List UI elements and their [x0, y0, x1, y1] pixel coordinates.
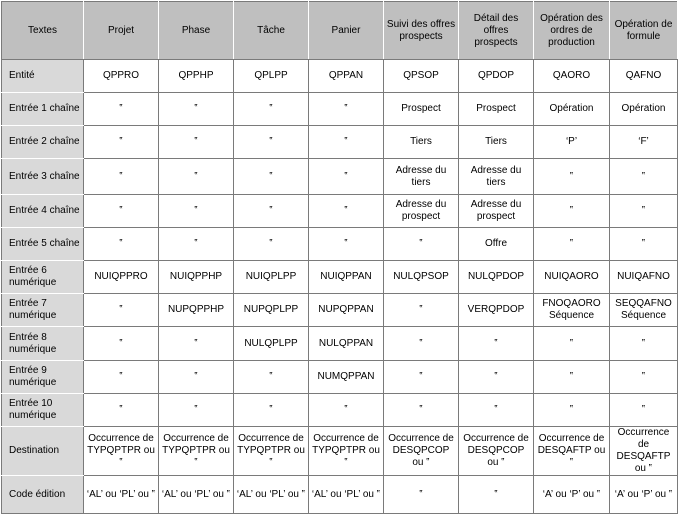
header-cell-textes: Textes — [2, 2, 84, 60]
table-cell: ‟ — [534, 394, 610, 427]
header-cell-suivi-offres: Suivi des offres prospects — [384, 2, 459, 60]
table-cell: Tiers — [384, 126, 459, 159]
table-cell: Occurrence de DESQPCOP ou ‟ — [384, 427, 459, 476]
table-cell: ‟ — [84, 195, 159, 228]
table-cell: ‟ — [309, 93, 384, 126]
table-cell: ‟ — [459, 361, 534, 394]
row-label: Destination — [2, 427, 84, 476]
table-cell: Prospect — [459, 93, 534, 126]
table-cell: ‟ — [534, 159, 610, 195]
mapping-table — [1, 1, 678, 514]
table-cell: ‟ — [534, 327, 610, 361]
table-cell: Occurrence de DESQPCOP ou ‟ — [459, 427, 534, 476]
table-cell: Adresse du prospect — [384, 195, 459, 228]
table-cell: ‟ — [234, 159, 309, 195]
table-cell: ‟ — [309, 159, 384, 195]
table-cell: ‟ — [534, 361, 610, 394]
table-cell: ‟ — [234, 93, 309, 126]
table-cell: ‟ — [610, 327, 678, 361]
row-label: Entrée 3 chaîne — [2, 159, 84, 195]
table-cell: ‟ — [384, 294, 459, 327]
header-cell-operation-formule: Opération de formule — [610, 2, 678, 60]
table-cell: ‟ — [534, 195, 610, 228]
table-cell: SEQQAFNO Séquence — [610, 294, 678, 327]
table-cell: Occurrence de TYPQPTPR ou ‟ — [159, 427, 234, 476]
row-label: Entrée 7 numérique — [2, 294, 84, 327]
row-label: Entrée 6 numérique — [2, 261, 84, 294]
table-cell: QPPHP — [159, 60, 234, 93]
table-row — [2, 159, 678, 195]
table-row — [2, 228, 678, 261]
header-cell-tache: Tâche — [234, 2, 309, 60]
table-row — [2, 60, 678, 93]
table-cell: QPPRO — [84, 60, 159, 93]
table-cell: ‟ — [234, 195, 309, 228]
table-cell: ‟ — [234, 361, 309, 394]
table-cell: Tiers — [459, 126, 534, 159]
table-cell: ‟ — [159, 327, 234, 361]
table-cell: ‘AL’ ou ‘PL’ ou ‟ — [309, 476, 384, 514]
row-label: Entrée 9 numérique — [2, 361, 84, 394]
table-cell: ‟ — [84, 159, 159, 195]
table-cell: QPLPP — [234, 60, 309, 93]
table-cell: ‘A’ ou ‘P’ ou ‟ — [610, 476, 678, 514]
table-cell: QPPAN — [309, 60, 384, 93]
table-cell: NUPQPPAN — [309, 294, 384, 327]
header-cell-phase: Phase — [159, 2, 234, 60]
table-cell: ‟ — [459, 476, 534, 514]
table-cell: QAORO — [534, 60, 610, 93]
table-cell: Adresse du prospect — [459, 195, 534, 228]
table-cell: ‟ — [309, 228, 384, 261]
table-cell: ‟ — [159, 228, 234, 261]
table-cell: NULQPLPP — [234, 327, 309, 361]
table-cell: ‟ — [84, 327, 159, 361]
table-cell: NUIQPPHP — [159, 261, 234, 294]
table-cell: ‟ — [384, 327, 459, 361]
table-cell: ‟ — [84, 93, 159, 126]
header-cell-detail-offres: Détail des offres prospects — [459, 2, 534, 60]
row-label: Entrée 8 numérique — [2, 327, 84, 361]
table-cell: NUIQPLPP — [234, 261, 309, 294]
table-row — [2, 126, 678, 159]
table-cell: ‟ — [610, 228, 678, 261]
table-row — [2, 327, 678, 361]
table-cell: ‟ — [610, 361, 678, 394]
table-cell: ‟ — [309, 394, 384, 427]
row-label: Entrée 10 numérique — [2, 394, 84, 427]
table-cell: NUIQPPRO — [84, 261, 159, 294]
table-cell: QPSOP — [384, 60, 459, 93]
table-cell: ‟ — [159, 394, 234, 427]
row-label: Code édition — [2, 476, 84, 514]
table-cell: ‟ — [159, 361, 234, 394]
row-label: Entrée 5 chaîne — [2, 228, 84, 261]
row-label: Entrée 4 chaîne — [2, 195, 84, 228]
table-cell: ‟ — [234, 126, 309, 159]
table-cell: ‟ — [309, 195, 384, 228]
table-cell: NUPQPPHP — [159, 294, 234, 327]
table-cell: ‟ — [159, 159, 234, 195]
table-cell: ‟ — [159, 93, 234, 126]
table-cell: Offre — [459, 228, 534, 261]
table-cell: Occurrence de TYPQPTPR ou ‟ — [309, 427, 384, 476]
table-cell: ‟ — [459, 394, 534, 427]
table-row — [2, 361, 678, 394]
table-cell: Adresse du tiers — [459, 159, 534, 195]
table-cell: ‟ — [84, 361, 159, 394]
table-cell: ‟ — [534, 228, 610, 261]
table-cell: NULQPDOP — [459, 261, 534, 294]
row-label: Entrée 1 chaîne — [2, 93, 84, 126]
table-cell: Prospect — [384, 93, 459, 126]
table-cell: ‟ — [84, 126, 159, 159]
table-cell: ‟ — [234, 394, 309, 427]
table-cell: ‘F’ — [610, 126, 678, 159]
table-cell: NUPQPLPP — [234, 294, 309, 327]
table-cell: NUMQPPAN — [309, 361, 384, 394]
table-row — [2, 93, 678, 126]
table-cell: ‘AL’ ou ‘PL’ ou ‟ — [159, 476, 234, 514]
header-row — [2, 2, 678, 60]
table-cell: VERQPDOP — [459, 294, 534, 327]
table-cell: ‟ — [84, 294, 159, 327]
table-cell: ‟ — [384, 394, 459, 427]
row-label: Entrée 2 chaîne — [2, 126, 84, 159]
table-row — [2, 394, 678, 427]
table-cell: NULQPPAN — [309, 327, 384, 361]
table-cell: QPDOP — [459, 60, 534, 93]
table-cell: NUIQAFNO — [610, 261, 678, 294]
table-cell: ‟ — [234, 228, 309, 261]
table-cell: ‟ — [610, 159, 678, 195]
table-cell: ‟ — [610, 195, 678, 228]
table-cell: ‟ — [159, 195, 234, 228]
row-label: Entité — [2, 60, 84, 93]
table-row — [2, 294, 678, 327]
table-cell: ‟ — [459, 327, 534, 361]
table-cell: Occurrence de DESQAFTP ou ‟ — [534, 427, 610, 476]
table-row — [2, 261, 678, 294]
table-cell: ‟ — [309, 126, 384, 159]
table-cell: ‟ — [384, 476, 459, 514]
table-cell: ‟ — [84, 394, 159, 427]
table-cell: Opération — [534, 93, 610, 126]
table-cell: ‟ — [84, 228, 159, 261]
table-cell: NUIQAORO — [534, 261, 610, 294]
table-cell: Occurrence de TYPQPTPR ou ‟ — [234, 427, 309, 476]
table-cell: QAFNO — [610, 60, 678, 93]
table-cell: ‟ — [384, 228, 459, 261]
table-cell: Opération — [610, 93, 678, 126]
table-cell: ‟ — [159, 126, 234, 159]
table-cell: Occurrence de DESQAFTP ou ‟ — [610, 427, 678, 476]
table-cell: ‘A’ ou ‘P’ ou ‟ — [534, 476, 610, 514]
table-row — [2, 476, 678, 514]
header-cell-projet: Projet — [84, 2, 159, 60]
table-cell: ‟ — [384, 361, 459, 394]
table-cell: ‘AL’ ou ‘PL’ ou ‟ — [234, 476, 309, 514]
header-cell-operation-ordres: Opération des ordres de production — [534, 2, 610, 60]
table-cell: FNOQAORO Séquence — [534, 294, 610, 327]
table-cell: NUIQPPAN — [309, 261, 384, 294]
header-cell-panier: Panier — [309, 2, 384, 60]
table-row — [2, 195, 678, 228]
table-row — [2, 427, 678, 476]
table-cell: NULQPSOP — [384, 261, 459, 294]
table-cell: Adresse du tiers — [384, 159, 459, 195]
table-cell: ‟ — [610, 394, 678, 427]
table-cell: ‘P’ — [534, 126, 610, 159]
table-cell: Occurrence de TYPQPTPR ou ‟ — [84, 427, 159, 476]
table-cell: ‘AL’ ou ‘PL’ ou ‟ — [84, 476, 159, 514]
